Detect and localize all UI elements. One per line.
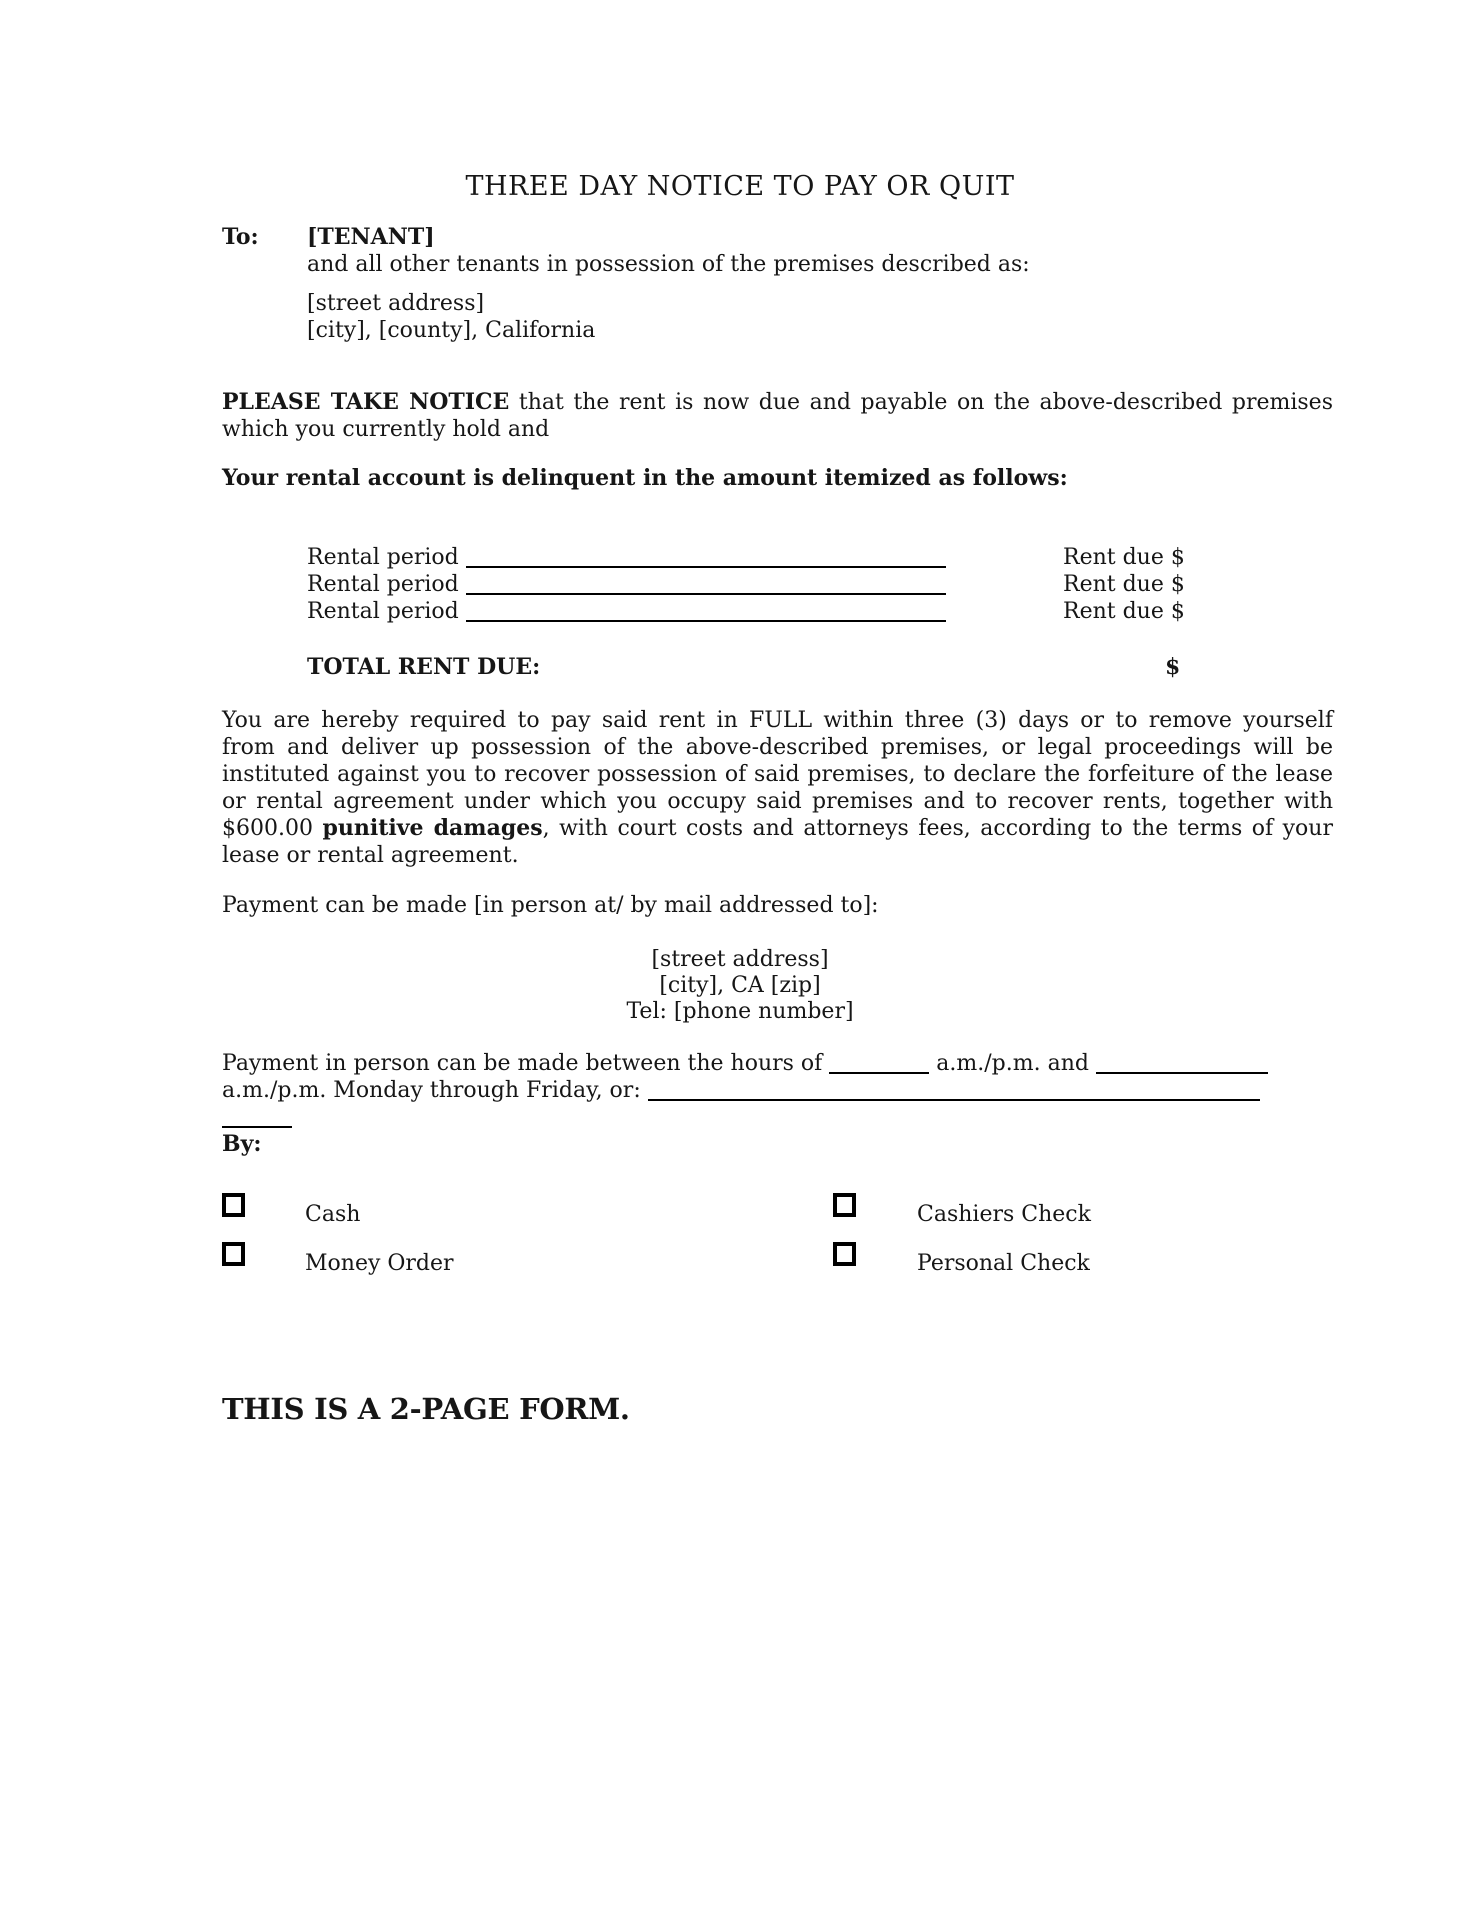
payment-intro: Payment can be made [in person at/ by mail addressed to]: [222, 893, 879, 918]
rental-period-row [222, 544, 1333, 571]
hours-overflow-blank-line[interactable] [222, 1125, 292, 1128]
notice-bold: PLEASE TAKE NOTICE [222, 389, 510, 415]
checkbox-money-order[interactable] [222, 1242, 245, 1266]
to-label: To: [222, 224, 259, 250]
rent-due-label: Rent due $ [1063, 599, 1185, 624]
premises-street: [street address] [307, 291, 485, 316]
total-rent-due-label: TOTAL RENT DUE: [307, 654, 541, 680]
rental-period-blank-line[interactable] [466, 592, 946, 595]
demand-line: lease or rental agreement. [222, 843, 519, 868]
rental-period-label: Rental period [307, 572, 459, 597]
demand-paragraph [222, 707, 1333, 869]
hours-line3 [222, 1104, 1333, 1131]
hours-part1: Payment in person can be made between the hours of [222, 1051, 823, 1076]
rental-period-label: Rental period [307, 599, 459, 624]
delinquent-heading: Your rental account is delinquent in the amount itemized as follows: [222, 465, 1068, 491]
checkbox-personal-check[interactable] [833, 1242, 856, 1266]
rent-due-label: Rent due $ [1063, 572, 1185, 597]
tenant-placeholder: [TENANT] [307, 224, 435, 250]
total-rent-due-row [222, 654, 1333, 681]
payment-method-row-2 [222, 1242, 1333, 1274]
demand-l5-post: , with court costs and attorneys fees, according to the terms of your [542, 816, 1333, 841]
hours-or-blank-line[interactable] [648, 1098, 1260, 1101]
checkbox-cashiers-check-label: Cashiers Check [917, 1202, 1091, 1227]
hours-part2: a.m./p.m. and [936, 1051, 1089, 1076]
demand-line: or rental agreement under which you occupy said premises and to recover rents, together with [222, 789, 1333, 814]
checkbox-cashiers-check[interactable] [833, 1193, 856, 1217]
payment-city: [city], CA [zip] [659, 973, 821, 998]
checkbox-personal-check-label: Personal Check [917, 1251, 1090, 1276]
demand-line [222, 815, 1333, 842]
notice-paragraph [222, 389, 1333, 443]
premises-city: [city], [county], California [307, 318, 596, 343]
checkbox-cash[interactable] [222, 1193, 245, 1217]
two-page-form-notice: THIS IS A 2-PAGE FORM. [222, 1392, 630, 1426]
notice-rest: that the rent is now due and payable on the above-described premises [509, 390, 1333, 415]
payment-hours-section [222, 1050, 1333, 1131]
to-content [307, 224, 1030, 278]
rental-period-row [222, 571, 1333, 598]
rental-period-table [222, 544, 1333, 625]
demand-line: from and deliver up possession of the above-described premises, or legal proceedings will be [222, 735, 1333, 760]
tenant-line2: and all other tenants in possession of the premises described as: [307, 252, 1030, 277]
hours-part3: a.m./p.m. Monday through Friday, or: [222, 1078, 641, 1103]
hours-line1 [222, 1050, 1333, 1077]
payment-address [222, 947, 1258, 1025]
punitive-damages-bold: punitive damages [322, 815, 543, 841]
demand-line: instituted against you to recover possession of said premises, to declare the forfeiture of the lease [222, 762, 1333, 787]
total-dollar-sign: $ [1165, 654, 1181, 680]
hours-to-blank-line[interactable] [1096, 1071, 1268, 1074]
rental-period-label: Rental period [307, 545, 459, 570]
checkbox-cash-label: Cash [305, 1202, 361, 1227]
payment-phone: Tel: [phone number] [626, 999, 854, 1024]
rental-period-blank-line[interactable] [466, 619, 946, 622]
checkbox-money-order-label: Money Order [305, 1251, 454, 1276]
hours-from-blank-line[interactable] [829, 1071, 929, 1074]
rent-due-label: Rent due $ [1063, 545, 1185, 570]
page-title: THREE DAY NOTICE TO PAY OR QUIT [465, 171, 1015, 202]
premises-address [307, 290, 1207, 344]
rental-period-row [222, 598, 1333, 625]
demand-l5-pre: $600.00 [222, 816, 323, 841]
demand-line: You are hereby required to pay said rent in FULL within three (3) days or to remove yourself [222, 708, 1333, 733]
hours-line2 [222, 1077, 1333, 1104]
notice-line2: which you currently hold and [222, 417, 550, 442]
payment-method-row-1 [222, 1193, 1333, 1225]
notice-line1 [222, 389, 1333, 416]
to-section [222, 224, 1333, 278]
by-label: By: [222, 1131, 262, 1157]
payment-street: [street address] [651, 947, 829, 972]
rental-period-blank-line[interactable] [466, 565, 946, 568]
